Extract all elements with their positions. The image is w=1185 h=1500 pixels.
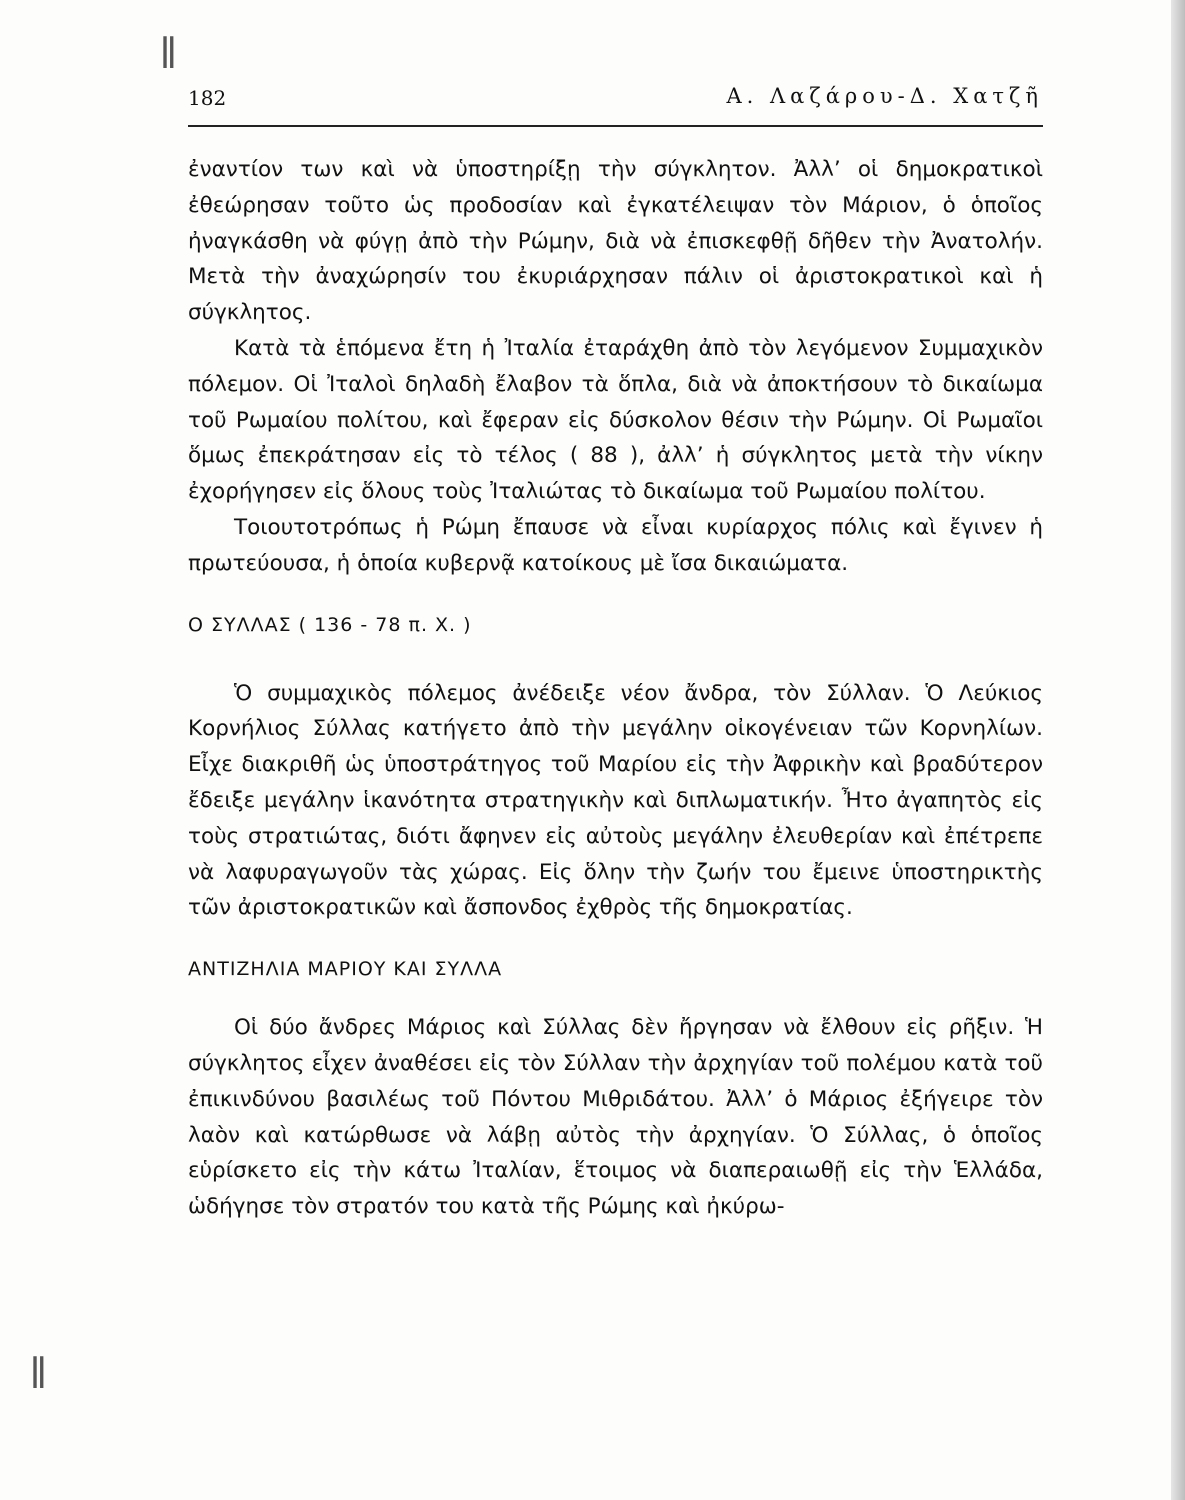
page-edge-shadow <box>1171 0 1185 1500</box>
paragraph: Οἱ δύο ἄνδρες Μάριος καὶ Σύλλας δὲν ἤργησαν νὰ ἔλθουν εἰς ρῆξιν. Ἡ σύγκλητος εἶχεν ἀναθέσει εἰς τὸν Σύλλαν τὴν ἀρχηγίαν τοῦ πολέμου κατὰ τοῦ ἐπικινδύνου βασιλέως τοῦ Πόντου Μιθριδάτου. Ἀλλ’ ὁ Μάριος ἐξήγειρε τὸν λαὸν καὶ κατώρθωσε νὰ λάβῃ αὐτὸς τὴν ἀρχηγίαν. Ὁ Σύλλας, ὁ ὁποῖος εὑρίσκετο εἰς τὴν κάτω Ἰταλίαν, ἕτοιμος νὰ διαπεραιωθῇ εἰς τὴν Ἑλλάδα, ὡδήγησε τὸν στρατόν του κατὰ τῆς Ρώμης καὶ ἠκύρω- <box>188 1015 1043 1220</box>
paragraph: ἐναντίον των καὶ νὰ ὑποστηρίξῃ τὴν σύγκλητον. Ἀλλ’ οἱ δημοκρατικοὶ ἐθεώρησαν τοῦτο ὡς προδοσίαν καὶ ἐγκατέλειψαν τὸν Μάριον, ὁ ὁποῖος ἠναγκάσθη νὰ φύγῃ ἀπὸ τὴν Ρώμην, διὰ νὰ ἐπισκεφθῇ δῆθεν τὴν Ἀνατολήν. Μετὰ τὴν ἀναχώρησίν του ἐκυριάρχησαν πάλιν οἱ ἀριστοκρατικοὶ καὶ ἡ σύγκλητος. <box>188 157 1043 326</box>
running-head: Α. Λαζάρου-Δ. Χατζῆ <box>726 84 1043 108</box>
paragraph: Τοιουτοτρόπως ἡ Ρώμη ἔπαυσε νὰ εἶναι κυρίαρχος πόλις καὶ ἔγινεν ἡ πρωτεύουσα, ἡ ὁποία κυβερνᾷ κατοίκους μὲ ἴσα δικαιώματα. <box>188 514 1043 576</box>
section-heading: ΑΝΤΙΖΗΛΙΑ ΜΑΡΙΟΥ ΚΑΙ ΣΥΛΛΑ <box>188 958 503 981</box>
page-header <box>188 86 1043 122</box>
paragraph: Κατὰ τὰ ἑπόμενα ἔτη ἡ Ἰταλία ἐταράχθη ἀπὸ τὸν λεγόμενον Συμμαχικὸν πόλεμον. Οἱ Ἰταλοὶ δηλαδὴ ἔλαβον τὰ ὅπλα, διὰ νὰ ἀποκτήσουν τὸ δικαίωμα τοῦ Ρωμαίου πολίτου, καὶ ἔφεραν εἰς δύσκολον θέσιν τὴν Ρώμην. Οἱ Ρωμαῖοι ὅμως ἐπεκράτησαν εἰς τὸ τέλος ( 88 ), ἀλλ’ ἡ σύγκλητος μετὰ τὴν νίκην ἐχορήγησεν εἰς ὅλους τοὺς Ἰταλιώτας τὸ δικαίωμα τοῦ Ρωμαίου πολίτου. <box>188 335 1043 505</box>
paragraph: Ὁ συμμαχικὸς πόλεμος ἀνέδειξε νέον ἄνδρα, τὸν Σύλλαν. Ὁ Λεύκιος Κορνήλιος Σύλλας κατήγετο ἀπὸ τὴν μεγάλην οἰκογένειαν τῶν Κορνηλίων. Εἶχε διακριθῆ ὡς ὑποστράτηγος τοῦ Μαρίου εἰς τὴν Ἀφρικὴν καὶ βραδύτερον ἔδειξε μεγάλην ἱκανότητα στρατηγικὴν καὶ διπλωματικήν. Ἦτο ἀγαπητὸς εἰς τοὺς στρατιώτας, διότι ἄφηνεν εἰς αὐτοὺς μεγάλην ἐλευθερίαν καὶ ἐπέτρεπε νὰ λαφυραγωγοῦν τὰς χώρας. Εἰς ὅλην τὴν ζωήν του ἔμεινε ὑποστηρικτὴς τῶν ἀριστοκρατικῶν καὶ ἄσπονδος ἐχθρὸς τῆς δημοκρατίας. <box>188 680 1043 921</box>
margin-pencil-mark: ǁ <box>30 1350 47 1390</box>
header-rule <box>188 125 1043 127</box>
section-heading: Ο ΣΥΛΛΑΣ ( 136 - 78 π. Χ. ) <box>188 613 472 636</box>
margin-pencil-mark: ǁ <box>160 30 177 70</box>
page-number: 182 <box>188 86 227 110</box>
body-text <box>188 152 1043 1225</box>
